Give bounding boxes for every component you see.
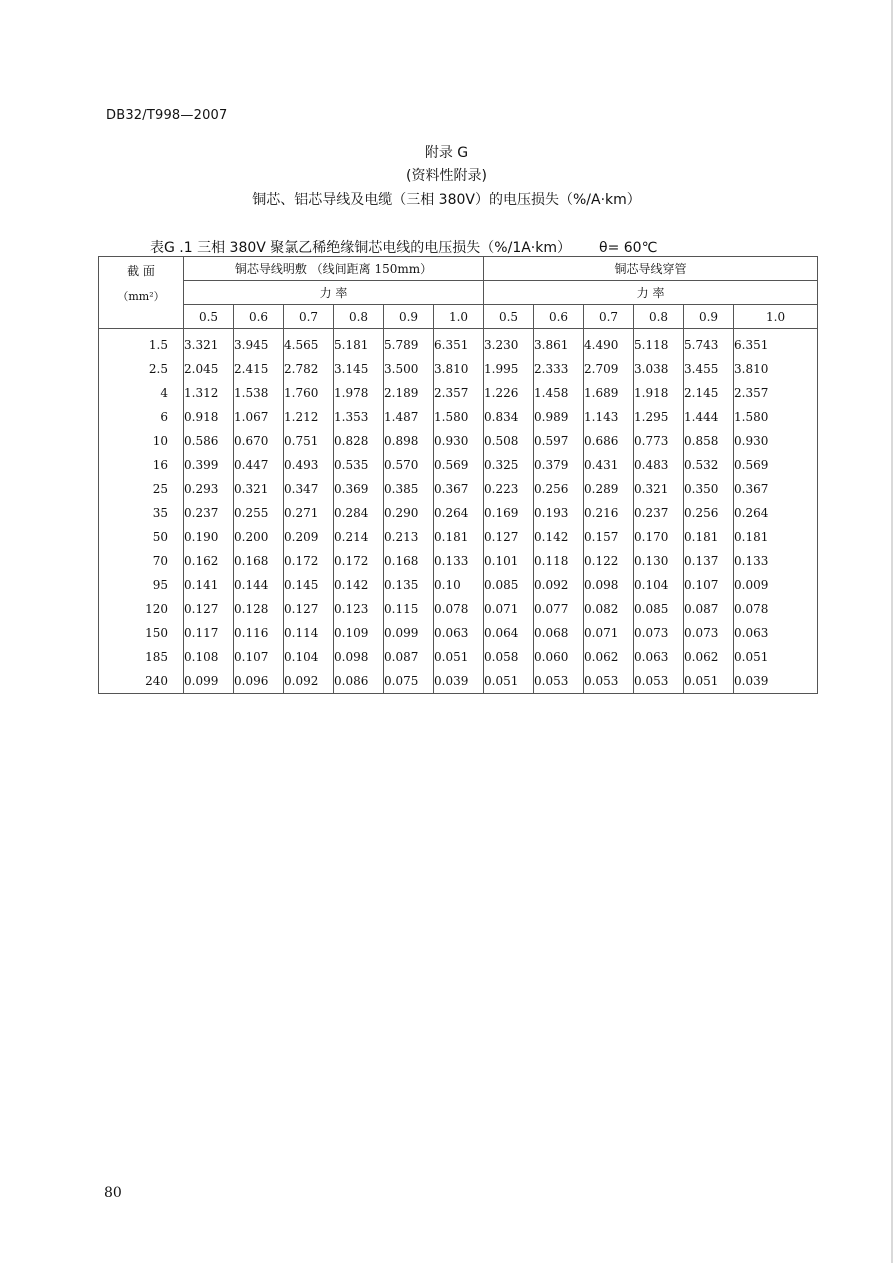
voltage-loss-cell: 0.099 xyxy=(184,669,234,694)
voltage-loss-cell: 0.508 xyxy=(484,429,534,453)
voltage-loss-cell: 0.101 xyxy=(484,549,534,573)
voltage-loss-cell: 0.264 xyxy=(434,501,484,525)
voltage-loss-cell: 0.237 xyxy=(634,501,684,525)
voltage-loss-cell: 0.284 xyxy=(334,501,384,525)
voltage-loss-cell: 6.351 xyxy=(434,329,484,358)
voltage-loss-cell: 0.256 xyxy=(684,501,734,525)
voltage-loss-cell: 0.078 xyxy=(434,597,484,621)
voltage-loss-cell: 0.181 xyxy=(734,525,818,549)
voltage-loss-cell: 0.347 xyxy=(284,477,334,501)
voltage-loss-cell: 0.053 xyxy=(534,669,584,694)
table-row xyxy=(99,429,818,453)
voltage-loss-cell: 0.898 xyxy=(384,429,434,453)
voltage-loss-cell: 0.289 xyxy=(584,477,634,501)
section-size-cell: 1.5 xyxy=(99,329,184,358)
header-row-power-factor xyxy=(99,281,818,305)
voltage-loss-cell: 0.077 xyxy=(534,597,584,621)
voltage-loss-cell: 1.580 xyxy=(734,405,818,429)
voltage-loss-cell: 0.290 xyxy=(384,501,434,525)
voltage-loss-cell: 0.264 xyxy=(734,501,818,525)
pf-value-header: 1.0 xyxy=(734,305,818,329)
table-row xyxy=(99,501,818,525)
voltage-loss-cell: 3.945 xyxy=(234,329,284,358)
voltage-loss-cell: 3.038 xyxy=(634,357,684,381)
table-row xyxy=(99,357,818,381)
voltage-loss-cell: 0.068 xyxy=(534,621,584,645)
voltage-loss-cell: 0.039 xyxy=(734,669,818,694)
voltage-loss-cell: 0.063 xyxy=(434,621,484,645)
voltage-loss-cell: 0.256 xyxy=(534,477,584,501)
page-number: 80 xyxy=(104,1185,122,1201)
table-row xyxy=(99,477,818,501)
voltage-loss-cell: 0.172 xyxy=(334,549,384,573)
voltage-loss-cell: 0.062 xyxy=(584,645,634,669)
voltage-loss-cell: 0.223 xyxy=(484,477,534,501)
voltage-loss-cell: 1.760 xyxy=(284,381,334,405)
voltage-loss-cell: 3.321 xyxy=(184,329,234,358)
voltage-loss-cell: 0.255 xyxy=(234,501,284,525)
voltage-loss-cell: 0.385 xyxy=(384,477,434,501)
voltage-loss-cell: 4.565 xyxy=(284,329,334,358)
voltage-loss-cell: 0.169 xyxy=(484,501,534,525)
power-factor-right-header: 力 率 xyxy=(484,281,818,305)
voltage-loss-cell: 0.431 xyxy=(584,453,634,477)
voltage-loss-cell: 0.321 xyxy=(234,477,284,501)
voltage-loss-cell: 0.399 xyxy=(184,453,234,477)
pf-value-header: 0.6 xyxy=(534,305,584,329)
voltage-loss-cell: 0.127 xyxy=(484,525,534,549)
voltage-loss-cell: 1.143 xyxy=(584,405,634,429)
voltage-loss-cell: 1.978 xyxy=(334,381,384,405)
voltage-loss-cell: 1.689 xyxy=(584,381,634,405)
voltage-loss-cell: 0.127 xyxy=(184,597,234,621)
section-size-cell: 50 xyxy=(99,525,184,549)
voltage-loss-cell: 2.357 xyxy=(734,381,818,405)
document-code: DB32/T998—2007 xyxy=(106,108,228,123)
pf-value-header: 0.8 xyxy=(334,305,384,329)
voltage-loss-cell: 0.075 xyxy=(384,669,434,694)
pf-value-header: 0.9 xyxy=(684,305,734,329)
pf-value-header: 0.6 xyxy=(234,305,284,329)
table-row xyxy=(99,525,818,549)
voltage-loss-cell: 0.087 xyxy=(684,597,734,621)
voltage-loss-cell: 0.114 xyxy=(284,621,334,645)
voltage-loss-cell: 0.117 xyxy=(184,621,234,645)
voltage-loss-cell: 0.170 xyxy=(634,525,684,549)
voltage-loss-cell: 0.099 xyxy=(384,621,434,645)
table-row xyxy=(99,453,818,477)
voltage-loss-cell: 3.230 xyxy=(484,329,534,358)
voltage-loss-cell: 1.918 xyxy=(634,381,684,405)
voltage-loss-cell: 0.193 xyxy=(534,501,584,525)
voltage-loss-cell: 1.295 xyxy=(634,405,684,429)
voltage-loss-cell: 0.122 xyxy=(584,549,634,573)
voltage-loss-cell: 0.123 xyxy=(334,597,384,621)
voltage-loss-cell: 1.444 xyxy=(684,405,734,429)
section-size-cell: 185 xyxy=(99,645,184,669)
voltage-loss-cell: 0.051 xyxy=(734,645,818,669)
voltage-loss-table xyxy=(98,256,818,694)
voltage-loss-cell: 0.128 xyxy=(234,597,284,621)
voltage-loss-cell: 5.118 xyxy=(634,329,684,358)
voltage-loss-cell: 0.834 xyxy=(484,405,534,429)
section-size-cell: 120 xyxy=(99,597,184,621)
header-row-pf-values xyxy=(99,305,818,329)
voltage-loss-cell: 0.130 xyxy=(634,549,684,573)
voltage-loss-cell: 0.062 xyxy=(684,645,734,669)
voltage-loss-cell: 0.098 xyxy=(334,645,384,669)
voltage-loss-cell: 0.115 xyxy=(384,597,434,621)
voltage-loss-cell: 0.535 xyxy=(334,453,384,477)
voltage-loss-cell: 0.142 xyxy=(334,573,384,597)
voltage-loss-cell: 0.142 xyxy=(534,525,584,549)
voltage-loss-cell: 0.085 xyxy=(634,597,684,621)
voltage-loss-cell: 1.312 xyxy=(184,381,234,405)
table-row xyxy=(99,669,818,694)
table-row xyxy=(99,573,818,597)
voltage-loss-cell: 0.145 xyxy=(284,573,334,597)
pf-value-header: 0.5 xyxy=(184,305,234,329)
section-size-cell: 10 xyxy=(99,429,184,453)
voltage-loss-cell: 0.237 xyxy=(184,501,234,525)
voltage-loss-cell: 0.751 xyxy=(284,429,334,453)
voltage-loss-cell: 0.086 xyxy=(334,669,384,694)
voltage-loss-cell: 0.064 xyxy=(484,621,534,645)
voltage-loss-cell: 0.162 xyxy=(184,549,234,573)
voltage-loss-cell: 0.108 xyxy=(184,645,234,669)
voltage-loss-cell: 0.828 xyxy=(334,429,384,453)
voltage-loss-cell: 0.104 xyxy=(284,645,334,669)
voltage-loss-cell: 0.168 xyxy=(384,549,434,573)
voltage-loss-cell: 1.580 xyxy=(434,405,484,429)
section-unit: （mm²） xyxy=(117,290,165,303)
voltage-loss-cell: 3.145 xyxy=(334,357,384,381)
group-right-header: 铜芯导线穿管 xyxy=(484,257,818,281)
voltage-loss-cell: 0.051 xyxy=(484,669,534,694)
table-row xyxy=(99,329,818,358)
voltage-loss-cell: 0.118 xyxy=(534,549,584,573)
voltage-loss-cell: 0.213 xyxy=(384,525,434,549)
voltage-loss-cell: 0.379 xyxy=(534,453,584,477)
voltage-loss-cell: 4.490 xyxy=(584,329,634,358)
section-size-cell: 25 xyxy=(99,477,184,501)
voltage-loss-cell: 0.209 xyxy=(284,525,334,549)
voltage-loss-cell: 0.039 xyxy=(434,669,484,694)
table-row xyxy=(99,381,818,405)
voltage-loss-cell: 0.092 xyxy=(534,573,584,597)
section-header-cell xyxy=(99,257,184,329)
voltage-loss-cell: 0.116 xyxy=(234,621,284,645)
table-title xyxy=(150,237,657,257)
section-size-cell: 95 xyxy=(99,573,184,597)
voltage-loss-cell: 0.133 xyxy=(434,549,484,573)
voltage-loss-cell: 0.858 xyxy=(684,429,734,453)
voltage-loss-cell: 0.989 xyxy=(534,405,584,429)
voltage-loss-cell: 1.995 xyxy=(484,357,534,381)
voltage-loss-cell: 0.144 xyxy=(234,573,284,597)
table-row xyxy=(99,549,818,573)
section-size-cell: 6 xyxy=(99,405,184,429)
voltage-loss-cell: 0.109 xyxy=(334,621,384,645)
voltage-loss-cell: 0.092 xyxy=(284,669,334,694)
section-size-cell: 35 xyxy=(99,501,184,525)
voltage-loss-cell: 0.686 xyxy=(584,429,634,453)
voltage-loss-cell: 3.861 xyxy=(534,329,584,358)
table-title-text: 表G .1 三相 380V 聚氯乙稀绝缘铜芯电线的电压损失（%/1A·km） xyxy=(150,240,572,256)
voltage-loss-cell: 2.709 xyxy=(584,357,634,381)
voltage-loss-cell: 0.321 xyxy=(634,477,684,501)
voltage-loss-cell: 0.190 xyxy=(184,525,234,549)
section-size-cell: 2.5 xyxy=(99,357,184,381)
voltage-loss-cell: 6.351 xyxy=(734,329,818,358)
table-row xyxy=(99,645,818,669)
voltage-loss-cell: 0.053 xyxy=(634,669,684,694)
voltage-loss-cell: 0.085 xyxy=(484,573,534,597)
voltage-loss-cell: 3.500 xyxy=(384,357,434,381)
table-row xyxy=(99,621,818,645)
voltage-loss-cell: 0.009 xyxy=(734,573,818,597)
voltage-loss-cell: 1.226 xyxy=(484,381,534,405)
voltage-loss-cell: 1.487 xyxy=(384,405,434,429)
voltage-loss-cell: 0.181 xyxy=(684,525,734,549)
voltage-loss-cell: 0.087 xyxy=(384,645,434,669)
voltage-loss-cell: 0.569 xyxy=(734,453,818,477)
voltage-loss-cell: 0.053 xyxy=(584,669,634,694)
header-row-groups xyxy=(99,257,818,281)
voltage-loss-cell: 0.569 xyxy=(434,453,484,477)
voltage-loss-cell: 0.367 xyxy=(434,477,484,501)
voltage-loss-cell: 0.181 xyxy=(434,525,484,549)
voltage-loss-cell: 0.135 xyxy=(384,573,434,597)
voltage-loss-cell: 0.670 xyxy=(234,429,284,453)
appendix-title: 附录 G xyxy=(424,145,469,161)
voltage-loss-cell: 0.137 xyxy=(684,549,734,573)
voltage-loss-cell: 2.189 xyxy=(384,381,434,405)
voltage-loss-cell: 0.586 xyxy=(184,429,234,453)
voltage-loss-cell: 0.447 xyxy=(234,453,284,477)
pf-value-header: 0.7 xyxy=(584,305,634,329)
voltage-loss-cell: 0.073 xyxy=(634,621,684,645)
voltage-loss-cell: 0.063 xyxy=(734,621,818,645)
voltage-loss-cell: 2.415 xyxy=(234,357,284,381)
table-theta: θ= 60℃ xyxy=(599,240,658,256)
voltage-loss-cell: 0.10 xyxy=(434,573,484,597)
section-size-cell: 16 xyxy=(99,453,184,477)
voltage-loss-cell: 2.782 xyxy=(284,357,334,381)
voltage-loss-cell: 0.214 xyxy=(334,525,384,549)
voltage-loss-cell: 2.045 xyxy=(184,357,234,381)
voltage-loss-cell: 0.133 xyxy=(734,549,818,573)
voltage-loss-cell: 3.810 xyxy=(434,357,484,381)
voltage-loss-cell: 0.930 xyxy=(734,429,818,453)
voltage-loss-cell: 0.051 xyxy=(684,669,734,694)
voltage-loss-cell: 0.918 xyxy=(184,405,234,429)
pf-value-header: 0.5 xyxy=(484,305,534,329)
section-size-cell: 4 xyxy=(99,381,184,405)
voltage-loss-cell: 0.483 xyxy=(634,453,684,477)
voltage-loss-cell: 0.071 xyxy=(484,597,534,621)
voltage-loss-cell: 2.145 xyxy=(684,381,734,405)
voltage-loss-cell: 0.073 xyxy=(684,621,734,645)
voltage-loss-cell: 5.743 xyxy=(684,329,734,358)
pf-value-header: 1.0 xyxy=(434,305,484,329)
voltage-loss-cell: 0.172 xyxy=(284,549,334,573)
voltage-loss-cell: 2.357 xyxy=(434,381,484,405)
pf-value-header: 0.8 xyxy=(634,305,684,329)
voltage-loss-cell: 0.071 xyxy=(584,621,634,645)
section-size-cell: 240 xyxy=(99,669,184,694)
voltage-loss-cell: 1.212 xyxy=(284,405,334,429)
voltage-loss-cell: 0.157 xyxy=(584,525,634,549)
voltage-loss-cell: 3.810 xyxy=(734,357,818,381)
voltage-loss-cell: 1.067 xyxy=(234,405,284,429)
voltage-loss-cell: 0.200 xyxy=(234,525,284,549)
pf-value-header: 0.9 xyxy=(384,305,434,329)
voltage-loss-cell: 2.333 xyxy=(534,357,584,381)
voltage-loss-cell: 3.455 xyxy=(684,357,734,381)
voltage-loss-cell: 1.538 xyxy=(234,381,284,405)
voltage-loss-cell: 0.597 xyxy=(534,429,584,453)
voltage-loss-cell: 1.458 xyxy=(534,381,584,405)
section-size-cell: 70 xyxy=(99,549,184,573)
voltage-loss-cell: 0.098 xyxy=(584,573,634,597)
voltage-loss-cell: 5.181 xyxy=(334,329,384,358)
voltage-loss-cell: 0.082 xyxy=(584,597,634,621)
appendix-type: (资料性附录) xyxy=(406,168,487,184)
voltage-loss-cell: 0.168 xyxy=(234,549,284,573)
section-label: 截 面 xyxy=(127,264,155,278)
pf-value-header: 0.7 xyxy=(284,305,334,329)
voltage-loss-cell: 0.493 xyxy=(284,453,334,477)
voltage-loss-cell: 0.293 xyxy=(184,477,234,501)
voltage-loss-cell: 0.216 xyxy=(584,501,634,525)
voltage-loss-cell: 0.325 xyxy=(484,453,534,477)
voltage-loss-cell: 0.367 xyxy=(734,477,818,501)
voltage-loss-cell: 0.127 xyxy=(284,597,334,621)
voltage-loss-cell: 0.369 xyxy=(334,477,384,501)
voltage-loss-cell: 0.271 xyxy=(284,501,334,525)
voltage-loss-cell: 0.060 xyxy=(534,645,584,669)
voltage-loss-cell: 0.104 xyxy=(634,573,684,597)
voltage-loss-cell: 0.570 xyxy=(384,453,434,477)
table-row xyxy=(99,597,818,621)
voltage-loss-cell: 0.773 xyxy=(634,429,684,453)
voltage-loss-cell: 5.789 xyxy=(384,329,434,358)
voltage-loss-cell: 0.107 xyxy=(234,645,284,669)
voltage-loss-cell: 0.078 xyxy=(734,597,818,621)
voltage-loss-cell: 0.051 xyxy=(434,645,484,669)
section-size-cell: 150 xyxy=(99,621,184,645)
voltage-loss-cell: 0.058 xyxy=(484,645,534,669)
appendix-subject: 铜芯、铝芯导线及电缆（三相 380V）的电压损失（%/A·km） xyxy=(252,192,641,208)
voltage-loss-cell: 0.350 xyxy=(684,477,734,501)
voltage-loss-cell: 0.141 xyxy=(184,573,234,597)
power-factor-left-header: 力 率 xyxy=(184,281,484,305)
table-row xyxy=(99,405,818,429)
group-left-header: 铜芯导线明敷 （线间距离 150mm） xyxy=(184,257,484,281)
voltage-loss-cell: 0.930 xyxy=(434,429,484,453)
voltage-loss-cell: 0.063 xyxy=(634,645,684,669)
voltage-loss-cell: 0.532 xyxy=(684,453,734,477)
voltage-loss-cell: 0.107 xyxy=(684,573,734,597)
voltage-loss-cell: 1.353 xyxy=(334,405,384,429)
voltage-loss-cell: 0.096 xyxy=(234,669,284,694)
